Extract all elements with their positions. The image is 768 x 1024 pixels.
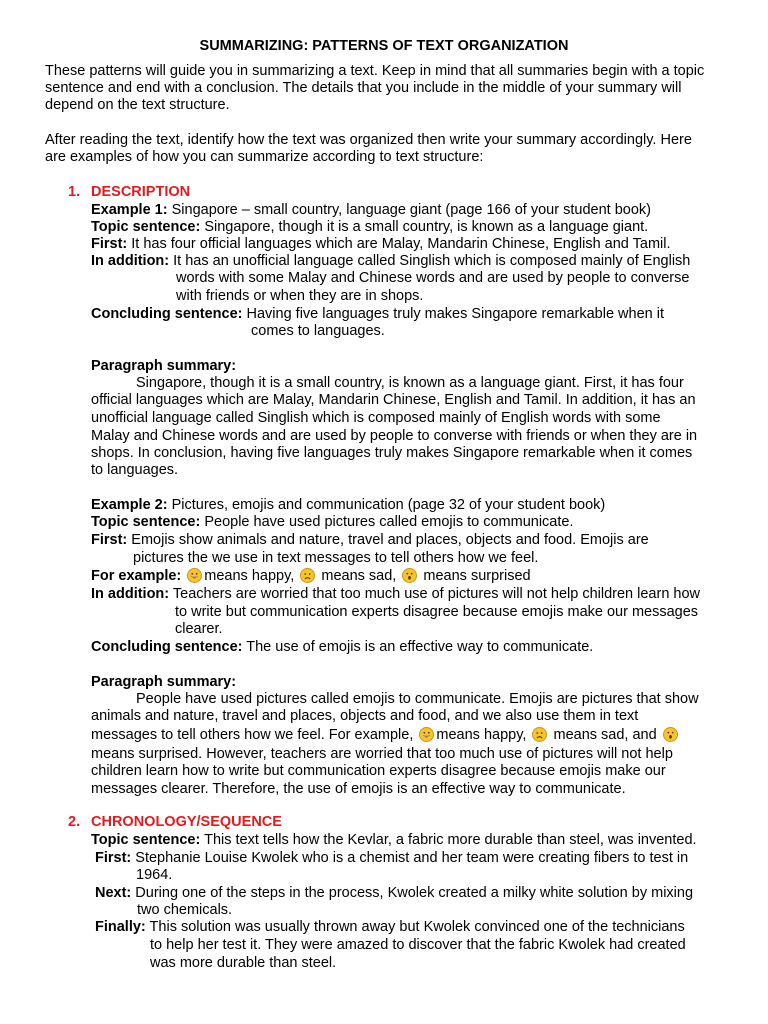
section-heading-chronology: CHRONOLOGY/SEQUENCE: [91, 814, 282, 830]
summary-text: means sad, and: [553, 727, 657, 743]
topic-sentence-line: [91, 832, 697, 849]
paragraph-summary-label: Paragraph summary:: [91, 674, 237, 690]
summary-text: messages to tell others how we feel. For example,: [91, 727, 414, 743]
section-number: 2.: [68, 814, 81, 830]
first-text: Emojis show animals and nature, travel and places, objects and food. Emojis are: [131, 532, 649, 548]
first-text: Stephanie Louise Kwolek who is a chemist and her team were creating fibers to test in: [135, 850, 689, 866]
addition-text: It has an unofficial language called Singlish which is composed mainly of English: [173, 253, 691, 269]
addition-line: to write but communication experts disagree because emojis make our messages: [175, 604, 699, 620]
next-text: During one of the steps in the process, Kwolek created a milky white solution by mixing: [135, 885, 694, 901]
surprised-face-icon: [663, 727, 678, 742]
summary-line: to languages.: [91, 462, 179, 478]
summary-line: official languages which are Malay, Mandarin Chinese, English and Tamil. In addition, it has an: [91, 392, 696, 408]
page-title: SUMMARIZING: PATTERNS OF TEXT ORGANIZATION: [199, 38, 569, 54]
happy-text: means happy,: [204, 568, 295, 584]
first-line: [91, 236, 671, 253]
sad-text: means sad,: [321, 568, 397, 584]
example2-label: Example 2:: [91, 497, 168, 513]
summary-text: means happy,: [436, 727, 527, 743]
topic-text: People have used pictures called emojis to communicate.: [204, 514, 574, 530]
concluding-label: Concluding sentence:: [91, 639, 243, 655]
topic-sentence-line: [91, 514, 574, 531]
summary-line: unofficial language called Singlish which is composed mainly of English words with some: [91, 410, 661, 426]
finally-line: was more durable than steel.: [150, 955, 337, 971]
paragraph-summary-label: Paragraph summary:: [91, 358, 237, 374]
topic-text: Singapore, though it is a small country, is known as a language giant.: [204, 219, 649, 235]
topic-label: Topic sentence:: [91, 832, 201, 848]
grinning-face-icon: [187, 568, 202, 583]
intro-line: These patterns will guide you in summarizing a text. Keep in mind that all summaries begin with a topic: [45, 63, 705, 79]
example2-text: Pictures, emojis and communication (page 32 of your student book): [171, 497, 606, 513]
surprised-face-icon: [402, 568, 417, 583]
addition-label: In addition:: [91, 253, 170, 269]
surprised-text: means surprised: [423, 568, 531, 584]
frowning-face-icon: [532, 727, 547, 742]
frowning-face-icon: [300, 568, 315, 583]
first-line: [95, 850, 688, 867]
topic-label: Topic sentence:: [91, 514, 201, 530]
topic-text: This text tells how the Kevlar, a fabric more durable than steel, was invented.: [204, 832, 697, 848]
concluding-line: comes to languages.: [251, 323, 385, 339]
addition-text: Teachers are worried that too much use of pictures will not help children learn how: [172, 586, 701, 602]
summary-line: Malay and Chinese words and are used by people to converse with friends or when they are in: [91, 428, 698, 444]
first-line: [91, 532, 649, 549]
next-line: two chemicals.: [137, 902, 233, 918]
summary-line: animals and nature, travel and places, objects and food, and we also use them in text: [91, 708, 639, 724]
section-heading-description: DESCRIPTION: [91, 184, 191, 200]
first-line: pictures the we use in text messages to tell others how we feel.: [133, 550, 539, 566]
concluding-text: Having five languages truly makes Singapore remarkable when it: [246, 306, 664, 322]
summary-line: children learn how to write but communication experts disagree because emojis make our: [91, 763, 666, 779]
addition-line: words with some Malay and Chinese words and are used by people to converse: [176, 270, 690, 286]
addition-line: with friends or when they are in shops.: [176, 288, 424, 304]
finally-text: This solution was usually thrown away but Kwolek convinced one of the technicians: [149, 919, 685, 935]
example1-line: [91, 202, 651, 219]
concluding-line: [91, 306, 664, 323]
addition-line: [91, 253, 690, 270]
next-line: [95, 885, 693, 902]
section-number: 1.: [68, 184, 81, 200]
example2-line: [91, 497, 605, 514]
summary-line: [91, 727, 680, 744]
intro2-line: After reading the text, identify how the text was organized then write your summary accordingly. Here: [45, 132, 692, 148]
addition-label: In addition:: [91, 586, 170, 602]
concluding-line: [91, 639, 593, 656]
intro2-line: are examples of how you can summarize according to text structure:: [45, 149, 484, 165]
example1-label: Example 1:: [91, 202, 168, 218]
intro-line: depend on the text structure.: [45, 97, 230, 113]
addition-line: [91, 586, 700, 603]
summary-line: messages clearer. Therefore, the use of emojis is an effective way to communicate.: [91, 781, 626, 797]
addition-line: clearer.: [175, 621, 223, 637]
example1-text: Singapore – small country, language giant (page 166 of your student book): [171, 202, 651, 218]
first-label: First:: [91, 532, 128, 548]
finally-line: [95, 919, 685, 936]
topic-sentence-line: [91, 219, 648, 236]
first-text: It has four official languages which are Malay, Mandarin Chinese, English and Tamil.: [131, 236, 671, 252]
concluding-label: Concluding sentence:: [91, 306, 243, 322]
summary-line: Singapore, though it is a small country, is known as a language giant. First, it has four: [136, 375, 684, 391]
summary-line: means surprised. However, teachers are worried that too much use of pictures will not help: [91, 746, 673, 762]
first-label: First:: [95, 850, 132, 866]
finally-label: Finally:: [95, 919, 146, 935]
first-label: First:: [91, 236, 128, 252]
concluding-text: The use of emojis is an effective way to communicate.: [246, 639, 594, 655]
intro-line: sentence and end with a conclusion. The details that you include in the middle of your summary will: [45, 80, 682, 96]
summary-line: shops. In conclusion, having five languages truly makes Singapore remarkable when it comes: [91, 445, 693, 461]
topic-label: Topic sentence:: [91, 219, 201, 235]
first-line: 1964.: [136, 867, 173, 883]
for-example-line: [91, 568, 531, 585]
summary-line: People have used pictures called emojis to communicate. Emojis are pictures that show: [136, 691, 699, 707]
for-example-label: For example:: [91, 568, 182, 584]
next-label: Next:: [95, 885, 132, 901]
grinning-face-icon: [419, 727, 434, 742]
finally-line: to help her test it. They were amazed to discover that the fabric Kwolek had created: [150, 937, 686, 953]
